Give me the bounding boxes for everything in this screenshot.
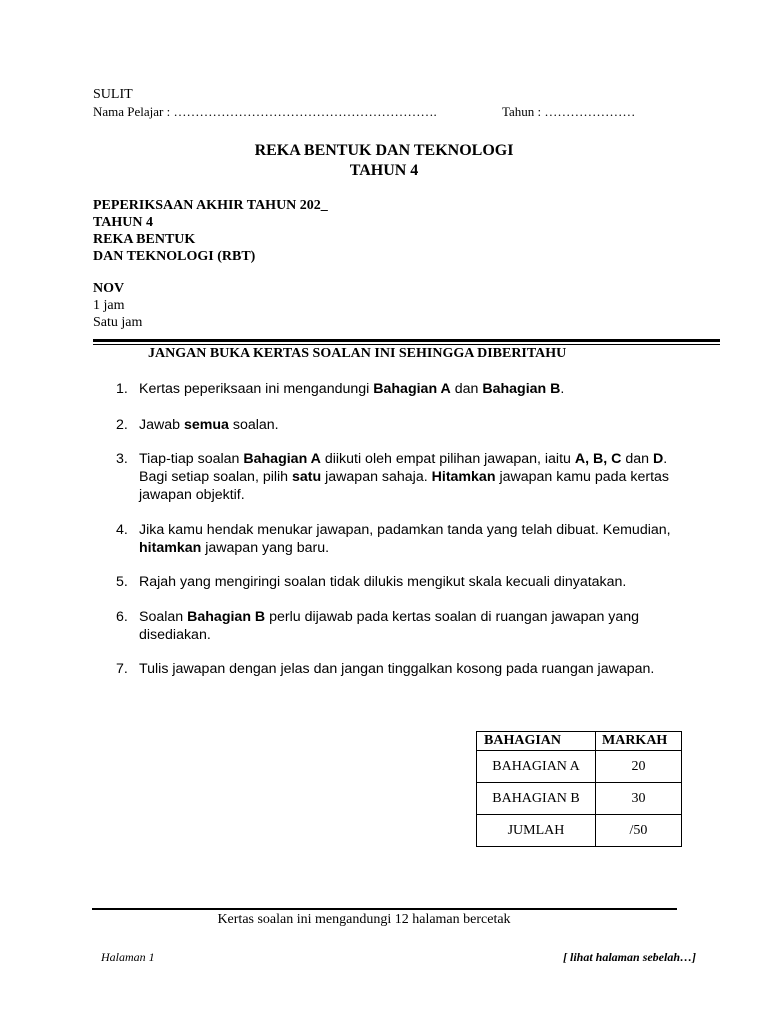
instruction-item: 3. Tiap-tiap soalan Bahagian A diikuti oleh empat pilihan jawapan, iaitu A, B, C dan D. Bagi setiap soalan, pilih satu jawapan sahaja. Hitamkan jawapan kamu pada kertas jawapan objektif. xyxy=(116,451,670,503)
column-header-bahagian: BAHAGIAN xyxy=(477,732,596,751)
exam-duration: 1 jam xyxy=(93,298,125,313)
instruction-item: 5. Rajah yang mengiringi soalan tidak dilukis mengikut skala kecuali dinyatakan. xyxy=(116,574,627,590)
table-cell: BAHAGIAN B xyxy=(477,783,596,815)
exam-month: NOV xyxy=(93,281,125,296)
page-count-note: Kertas soalan ini mengandungi 12 halaman bercetak xyxy=(217,912,511,927)
table-row xyxy=(477,815,682,847)
marks-table xyxy=(476,731,682,847)
instruction-item: 6. Soalan Bahagian B perlu dijawab pada kertas soalan di ruangan jawapan yang disediakan. xyxy=(116,609,640,643)
footer-divider xyxy=(92,908,677,910)
table-cell: 30 xyxy=(596,783,682,815)
exam-duration-text: Satu jam xyxy=(93,315,143,330)
column-header-markah: MARKAH xyxy=(596,732,682,751)
table-cell: BAHAGIAN A xyxy=(477,751,596,783)
table-header-row xyxy=(477,732,682,751)
year-field: Tahun : ………………… xyxy=(502,104,636,119)
exam-name: PEPERIKSAAN AKHIR TAHUN 202_ xyxy=(93,198,328,213)
table-cell: JUMLAH xyxy=(477,815,596,847)
exam-subject-line2: DAN TEKNOLOGI (RBT) xyxy=(93,249,256,264)
divider-thin xyxy=(93,344,720,345)
table-cell: /50 xyxy=(596,815,682,847)
instruction-item: 1. Kertas peperiksaan ini mengandungi Bahagian A dan Bahagian B. xyxy=(116,381,565,397)
page-number: Halaman 1 xyxy=(101,950,155,964)
table-row xyxy=(477,751,682,783)
divider-thick xyxy=(93,339,720,342)
sulit-label: SULIT xyxy=(93,87,133,102)
subject-title: REKA BENTUK DAN TEKNOLOGI xyxy=(254,142,514,159)
exam-year: TAHUN 4 xyxy=(93,215,154,230)
student-name-field: Nama Pelajar : ……………………………………………………. xyxy=(93,104,437,119)
table-row xyxy=(477,783,682,815)
warning-heading: JANGAN BUKA KERTAS SOALAN INI SEHINGGA DIBERITAHU xyxy=(148,346,567,361)
next-page-note: [ lihat halaman sebelah…] xyxy=(563,950,697,964)
year-title: TAHUN 4 xyxy=(349,162,419,179)
table-cell: 20 xyxy=(596,751,682,783)
instruction-item: 2. Jawab semua soalan. xyxy=(116,417,279,433)
exam-subject-line1: REKA BENTUK xyxy=(93,232,196,247)
instruction-item: 7. Tulis jawapan dengan jelas dan jangan tinggalkan kosong pada ruangan jawapan. xyxy=(116,661,655,677)
instruction-item: 4. Jika kamu hendak menukar jawapan, padamkan tanda yang telah dibuat. Kemudian, hitamkan jawapan yang baru. xyxy=(116,522,671,556)
